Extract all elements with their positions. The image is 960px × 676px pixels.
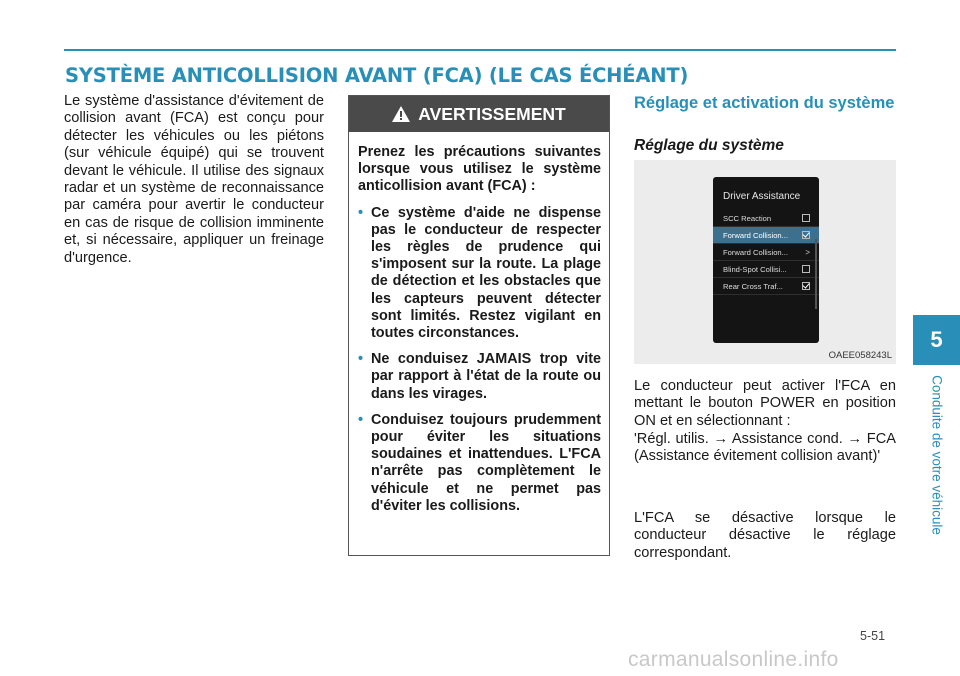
warning-box [348, 95, 610, 556]
figure-driver-assistance [634, 160, 896, 364]
bullet-icon: • [358, 351, 364, 368]
settings-heading: Réglage et activation du système [634, 94, 895, 112]
warning-list [358, 205, 601, 515]
settings-subheading: Réglage du système [634, 137, 784, 154]
chapter-tab: 5 [913, 315, 960, 365]
infotainment-screen [713, 177, 819, 343]
settings-paragraph-1: Le conducteur peut activer l'FCA en mettant le bouton POWER en position ON et en sélectionnant : [634, 378, 896, 429]
checkbox-checked-icon[interactable] [802, 282, 810, 290]
warning-header [349, 96, 609, 132]
warning-intro: Prenez les précautions suivantes lorsque vous utilisez le système anticollision avant (FCA) : [358, 144, 601, 195]
menu-item-forward-collision-submenu[interactable]: Forward Collision... > [713, 244, 819, 261]
warning-title: AVERTISSEMENT [418, 103, 566, 124]
settings-paragraph-3: L'FCA se désactive lorsque le conducteur désactive le réglage correspondant. [634, 510, 896, 561]
intro-paragraph: Le système d'assistance d'évitement de collision avant (FCA) est conçu pour détecter les véhicules ou les piétons (sur véhicule équipé) qui se trouvent devant le véhicule. Il utilise des signaux radar et un système de reconnaissance par caméra pour avertir le conducteur en cas de risque de collision imminente et, si nécessaire, appliquer un freinage d'urgence. [64, 93, 324, 266]
page-number: 5-51 [860, 629, 886, 643]
warning-item: • Ne conduisez JAMAIS trop vite par rapport à l'état de la route ou dans les virages. [358, 351, 601, 402]
screen-scrollbar[interactable] [815, 239, 817, 309]
watermark: carmanualsonline.info [628, 648, 839, 671]
settings-column [634, 94, 896, 561]
warning-triangle-icon [392, 106, 410, 122]
checkbox-icon[interactable] [802, 265, 810, 273]
settings-paragraph-2: 'Régl. utilis. → Assistance cond. → FCA (Assistance évitement collision avant)' [634, 431, 896, 465]
section-title: SYSTÈME ANTICOLLISION AVANT (FCA) (LE CAS ÉCHÉANT) [65, 64, 689, 87]
warning-item: • Ce système d'aide ne dispense pas le conducteur de respecter les règles de prudence qui s'imposent sur la route. La plage de détection et les obstacles que les capteurs peuvent détecter sont limités. Restez vigilant en toutes circonstances. [358, 204, 601, 342]
warning-body [349, 132, 609, 515]
screen-title: Driver Assistance [723, 191, 801, 202]
chapter-label: Conduite de votre véhicule [929, 375, 945, 535]
checkbox-icon[interactable] [802, 214, 810, 222]
checkbox-checked-icon[interactable] [802, 231, 810, 239]
menu-item-blind-spot[interactable]: Blind-Spot Collisi... [713, 261, 819, 278]
figure-caption: OAEE058243L [828, 350, 892, 361]
chevron-right-icon: > [805, 247, 810, 257]
menu-item-rear-cross-traffic[interactable]: Rear Cross Traf... [713, 278, 819, 295]
top-rule [64, 49, 896, 51]
warning-item: • Conduisez toujours prudemment pour éviter les situations soudaines et inattendues. L'FCA n'arrête pas complètement le véhicule et ne permet pas d'éviter les collisions. [358, 411, 601, 514]
menu-item-forward-collision-toggle[interactable]: Forward Collision... [713, 227, 819, 244]
bullet-icon: • [358, 411, 364, 428]
bullet-icon: • [358, 204, 364, 221]
menu-item-scc-reaction[interactable]: SCC Reaction [713, 210, 819, 227]
